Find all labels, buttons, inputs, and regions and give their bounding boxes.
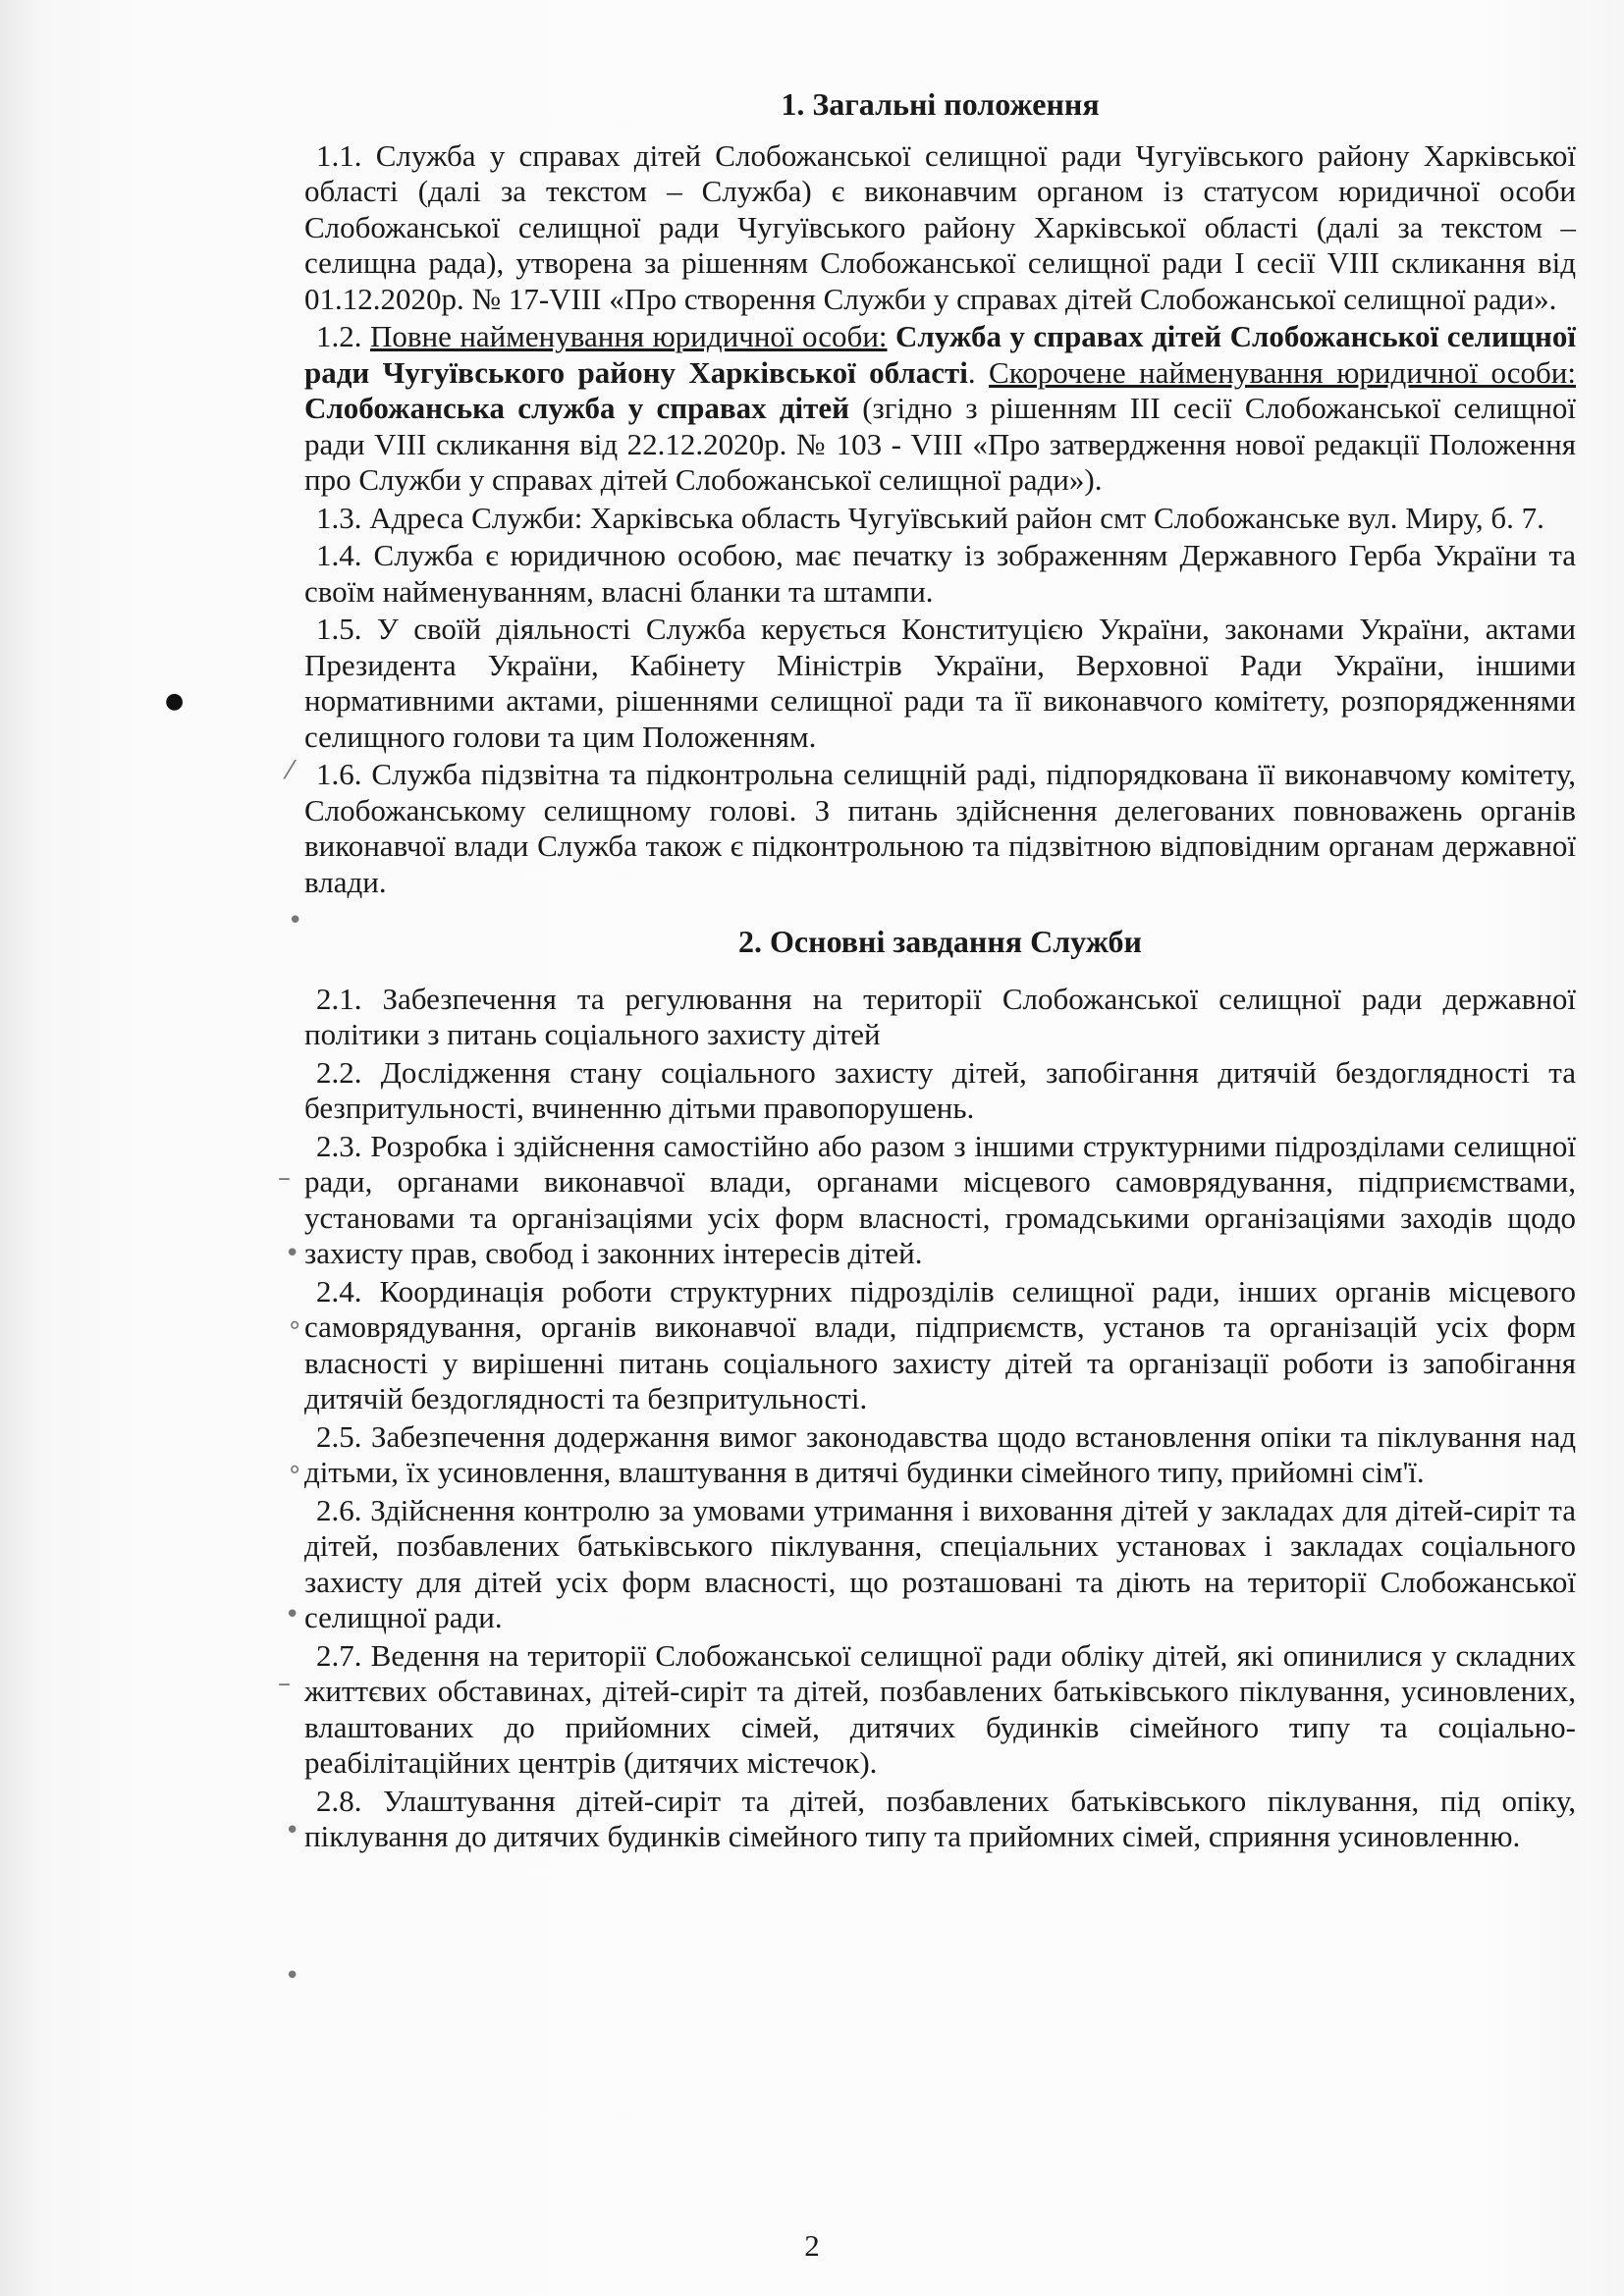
paragraph-2-1: 2.1. Забезпечення та регулювання на території Слобожанської селищної ради державної політики з питань соціального захисту дітей <box>304 981 1576 1051</box>
margin-dot: ● <box>165 689 185 714</box>
margin-tick: • <box>288 906 303 935</box>
section-2-heading: 2. Основні завдання Служби <box>738 924 1142 959</box>
margin-tick: – <box>278 1163 291 1193</box>
paragraph-2-7: 2.7. Ведення на території Слобожанської селищної ради обліку дітей, які опинилися у складних життєвих обставинах, дітей-сиріт та дітей, позбавлених батьківського піклування, усиновлених, влаштованих до прийомних сімей, дитячих будинків сімейного типу та соціально-реабілітаційних центрів (дитячих містечок). <box>304 1637 1576 1780</box>
margin-tick: • <box>285 1961 300 1991</box>
paragraph-1-5: 1.5. У своїй діяльності Служба керується Конституцією України, законами України, актами Президента України, Кабінету Міністрів України, Верховної Ради України, іншими нормативними актами, рішеннями селищної ради та її виконавчого комітету, розпорядженнями селищного голови та цим Положенням. <box>304 612 1576 754</box>
paragraph-2-2: 2.2. Дослідження стану соціального захисту дітей, запобігання дитячій бездоглядності та безпритульності, вчиненню дітьми правопорушень. <box>304 1054 1576 1125</box>
short-name-label: Скорочене найменування юридичної особи: <box>989 354 1576 390</box>
paragraph-1-4: 1.4. Служба є юридичною особою, має печатку із зображенням Державного Герба України та своїм найменуванням, власні бланки та штампи. <box>304 538 1576 609</box>
short-name-value: Слобожанська служба у справах дітей <box>304 391 849 425</box>
margin-tick: – <box>278 1669 291 1698</box>
section-1-heading: 1. Загальні положення <box>781 86 1100 122</box>
paragraph-1-1: 1.1. Служба у справах дітей Слобожанської селищної ради Чугуївського району Харківської області (далі за текстом – Служба) є виконавчим органом із статусом юридичної особи Слобожанської селищної ради Чугуївського району Харківської області (далі за текстом – селищна рада), утворена за рішенням Слобожанської селищної ради І сесії VIII скликання від 01.12.2020р. № 17-VIII «Про створення Служби у справах дітей Слобожанської селищної ради». <box>304 137 1576 316</box>
paragraph-2-6: 2.6. Здійснення контролю за умовами утримання і виховання дітей у закладах для дітей-сиріт та дітей, позбавлених батьківського піклування, спеціальних установах і закладах соціального захисту для дітей усіх форм власності, що розташовані та діють на території Слобожанської селищної ради. <box>304 1492 1576 1634</box>
page-number: 2 <box>804 2228 820 2263</box>
margin-tick: ∘ <box>287 1455 303 1484</box>
margin-tick: • <box>285 1816 300 1845</box>
paragraph-1-2-tail: (згідно з рішенням ІІІ сесії Слобожанської селищної ради VIII скликання від 22.12.2020р. № 103 - VIII «Про затвердження нової редакції Положення про Служби у справах дітей Слобожанської селищної ради»). <box>304 391 1576 497</box>
full-name-label: Повне найменування юридичної особи: <box>369 319 888 353</box>
paragraph-1-6: 1.6. Служба підзвітна та підконтрольна селищній раді, підпорядкована її виконавчому комітету, Слобожанському селищному голові. З питань здійснення делегованих повноважень органів виконавчої влади Служба також є підконтрольною та підзвітною відповідним органам державної влади. <box>304 757 1576 899</box>
margin-tick: ∘ <box>287 1310 303 1340</box>
paragraph-2-3: 2.3. Розробка і здійснення самостійно або разом з іншими структурними підрозділами селищної ради, органами виконавчої влади, органами місцевого самоврядування, підприємствами, установами та організаціями усіх форм власності, громадськими організаціями заходів щодо захисту прав, свобод і законних інтересів дітей. <box>304 1128 1576 1270</box>
paragraph-2-8: 2.8. Улаштування дітей-сиріт та дітей, позбавлених батьківського піклування, під опіку, піклування до дитячих будинків сімейного типу та прийомних сімей, сприяння усиновленню. <box>304 1783 1576 1853</box>
paragraph-1-2-sep: . <box>967 354 990 390</box>
paragraph-2-4: 2.4. Координація роботи структурних підрозділів селищної ради, інших органів місцевого самоврядування, органів виконавчої влади, підприємств, установ та організацій усіх форм власності у вирішенні питань соціального захисту дітей та організації роботи із запобігання дитячій бездоглядності та безпритульності. <box>304 1273 1576 1415</box>
paragraph-1-2-number: 1.2. <box>316 319 370 353</box>
paragraph-2-5: 2.5. Забезпечення додержання вимог законодавства щодо встановлення опіки та піклування над дітьми, їх усиновлення, влаштування в дитячі будинки сімейного типу, прийомні сім'ї. <box>304 1418 1576 1489</box>
margin-tick: • <box>285 1239 300 1268</box>
paragraph-1-3: 1.3. Адреса Служби: Харківська область Чугуївський район смт Слобожанське вул. Миру, б. 7. <box>316 500 1544 535</box>
margin-tick: ⁄ <box>288 756 293 785</box>
document-body <box>304 86 1576 1857</box>
margin-tick: • <box>285 1600 300 1629</box>
full-name-value: Служба у справах дітей Слобожанської селищної ради Чугуївського району Харківської області <box>304 319 1577 390</box>
paragraph-1-2 <box>304 319 1576 499</box>
